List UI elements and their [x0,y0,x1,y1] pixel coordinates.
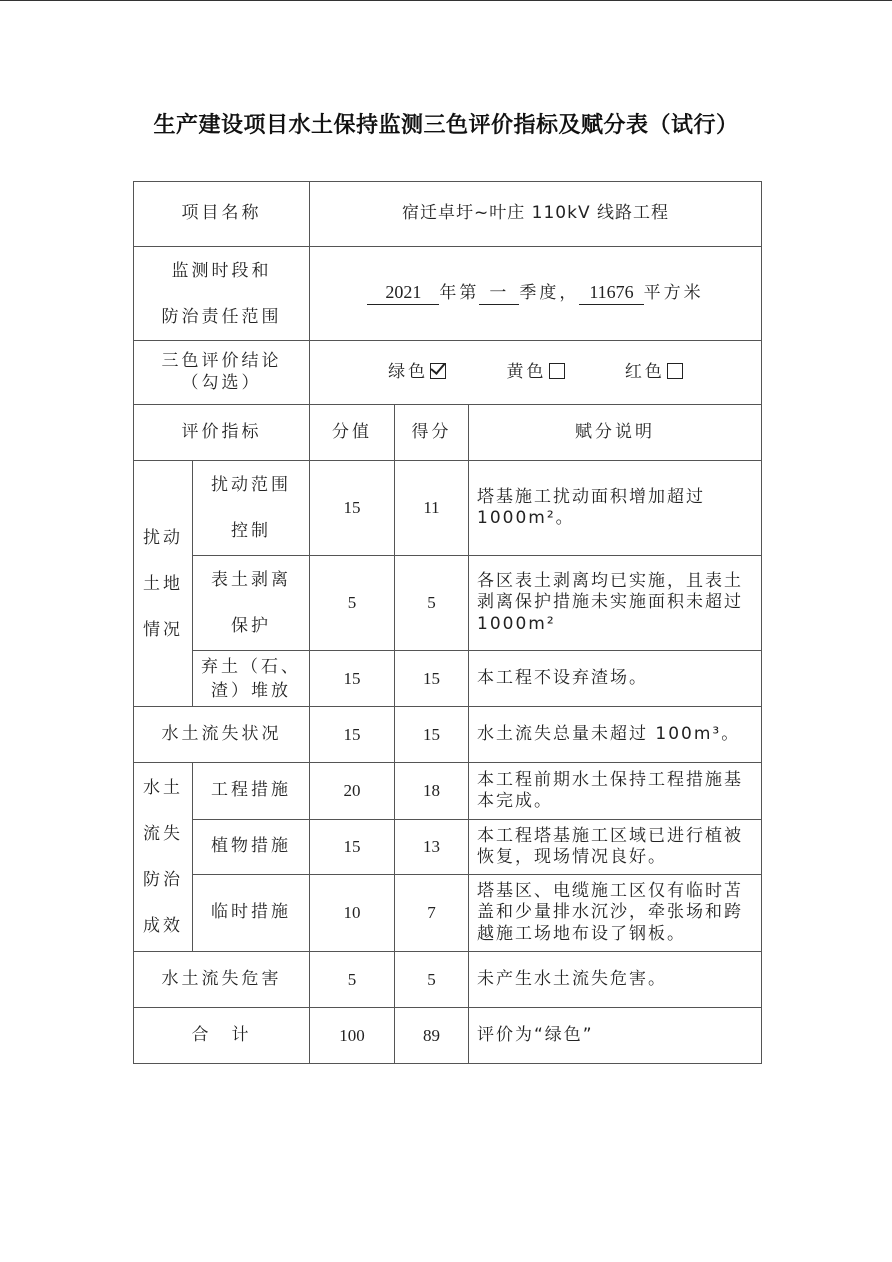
period-year-suffix: 年第 [439,283,480,304]
row-score: 5 [395,952,469,1008]
period-value [310,247,762,341]
row-score: 15 [395,651,469,707]
table-row [134,651,762,707]
row-note: 本工程前期水土保持工程措施基本完成。 [469,763,762,820]
header-score-got: 得分 [395,405,469,461]
row-name [193,461,310,556]
total-label: 合 计 [134,1008,310,1064]
project-label: 项目名称 [134,182,310,247]
group-line: 土地 [143,573,183,594]
option-green-label: 绿色 [388,361,429,382]
row-value: 20 [310,763,395,820]
period-label-line1: 监测时段和 [171,260,272,281]
conclusion-label [134,341,310,405]
row-name: 水土流失状况 [134,707,310,763]
row-name: 临时措施 [193,875,310,952]
group-line: 防治 [143,870,183,890]
group-line: 成效 [143,916,183,936]
header-row [134,405,762,461]
period-quarter-suffix: 季度， [519,283,580,304]
total-score: 89 [395,1008,469,1064]
total-row [134,1008,762,1064]
row-note: 本工程塔基施工区域已进行植被恢复，现场情况良好。 [469,820,762,875]
row-note: 未产生水土流失危害。 [469,952,762,1008]
group-line: 扰动 [143,527,183,548]
row-name [193,651,310,707]
top-border-line [0,0,892,1]
row-name: 工程措施 [193,763,310,820]
group-disturb-land [134,461,193,707]
row-value: 15 [310,707,395,763]
period-area-suffix: 平方米 [643,283,704,304]
conclusion-label-line1: 三色评价结论 [161,351,282,372]
period-year: 2021 [367,282,439,305]
group-line: 流失 [143,824,183,844]
total-value: 100 [310,1008,395,1064]
table-row [134,556,762,651]
project-row [134,182,762,247]
row-name-line: 弃土（石、 [201,656,301,677]
row-value: 5 [310,952,395,1008]
period-area: 11676 [579,282,643,305]
row-note: 各区表土剥离均已实施，且表土剥离保护措施未实施面积未超过1000m² [469,556,762,651]
conclusion-row [134,341,762,405]
group-control-effect [134,763,193,952]
period-row [134,247,762,341]
empty-box-icon[interactable] [549,363,565,379]
row-value: 10 [310,875,395,952]
option-red[interactable] [625,362,683,383]
row-value: 15 [310,461,395,556]
row-value: 15 [310,651,395,707]
header-indicator: 评价指标 [134,405,310,461]
row-score: 11 [395,461,469,556]
row-note: 塔基施工扰动面积增加超过1000m²。 [469,461,762,556]
group-line: 水土 [143,778,183,798]
row-note: 本工程不设弃渣场。 [469,651,762,707]
period-label [134,247,310,341]
row-name-line: 扰动范围 [211,475,291,495]
option-red-label: 红色 [624,361,665,382]
row-name-line: 表土剥离 [211,570,291,590]
group-line: 情况 [143,619,183,640]
row-score: 5 [395,556,469,651]
total-note: 评价为“绿色” [469,1008,762,1064]
row-name-line: 控制 [231,521,271,541]
row-score: 7 [395,875,469,952]
row-value: 15 [310,820,395,875]
option-yellow-label: 黄色 [506,361,547,382]
table-row [134,763,762,820]
row-name-line: 渣）堆放 [211,680,291,701]
conclusion-options [310,341,762,405]
row-name-line: 保护 [231,616,271,636]
evaluation-table [133,181,762,1064]
table-row [134,820,762,875]
row-name: 水土流失危害 [134,952,310,1008]
table-row [134,707,762,763]
option-green[interactable] [388,362,446,383]
row-value: 5 [310,556,395,651]
header-score-value: 分值 [310,405,395,461]
table-row [134,875,762,952]
row-name: 植物措施 [193,820,310,875]
row-name [193,556,310,651]
project-name: 宿迁卓圩~叶庄 110kV 线路工程 [310,182,762,247]
empty-box-icon[interactable] [667,363,683,379]
row-score: 18 [395,763,469,820]
row-note: 塔基区、电缆施工区仅有临时苫盖和少量排水沉沙，牵张场和跨越施工场地布设了钢板。 [469,875,762,952]
period-quarter: 一 [479,283,519,304]
row-note: 水土流失总量未超过 100m³。 [469,707,762,763]
row-score: 13 [395,820,469,875]
period-label-line2: 防治责任范围 [161,306,282,327]
option-yellow[interactable] [507,362,565,383]
page-title: 生产建设项目水土保持监测三色评价指标及赋分表（试行） [153,113,739,138]
row-score: 15 [395,707,469,763]
conclusion-label-line2: （勾选） [181,372,262,393]
checked-box-icon[interactable] [430,363,446,379]
table-row [134,952,762,1008]
table-row [134,461,762,556]
header-note: 赋分说明 [469,405,762,461]
